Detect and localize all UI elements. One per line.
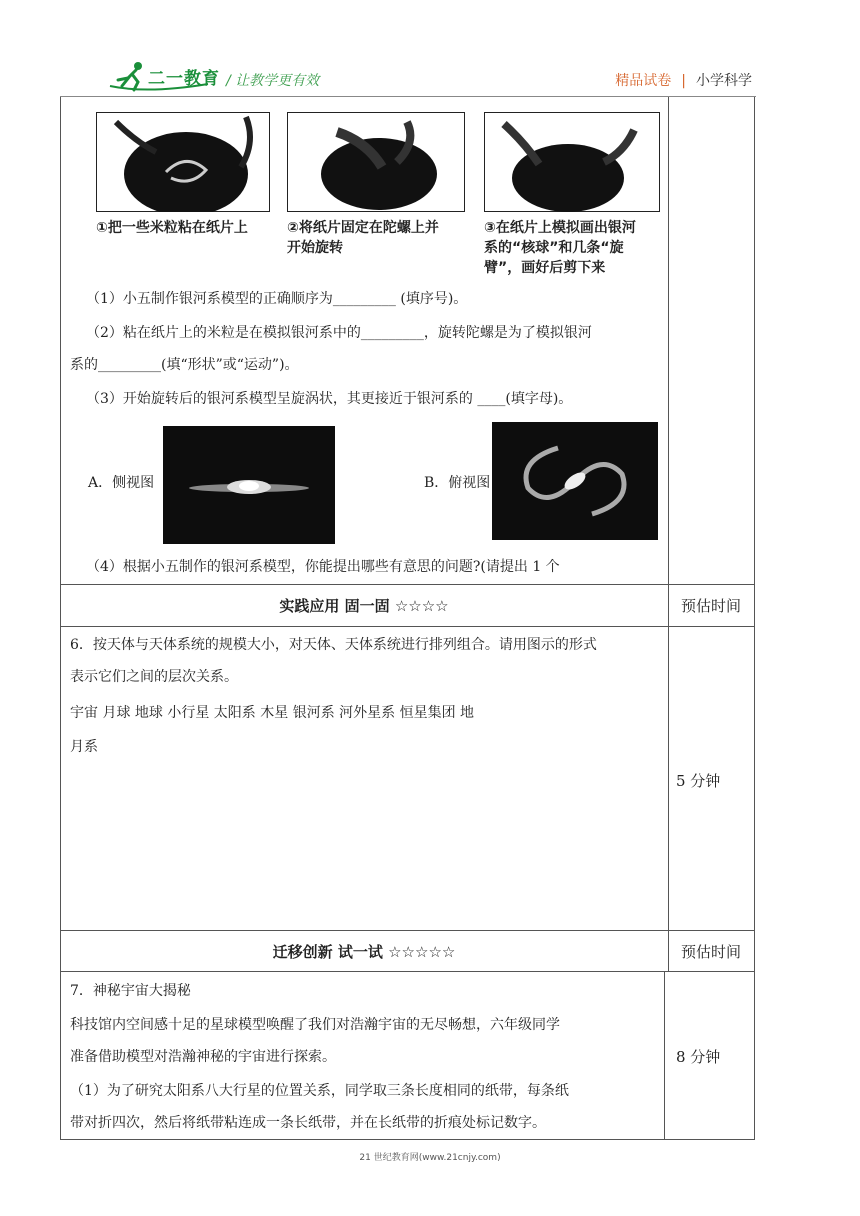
logo-text: 二一教育 bbox=[148, 69, 220, 89]
row-divider bbox=[60, 930, 755, 931]
row-divider bbox=[60, 971, 755, 972]
header-tag: 精品试卷 bbox=[615, 73, 672, 89]
table-right-border bbox=[754, 97, 755, 1140]
q7-line3: 准备借助模型对浩瀚神秘的宇宙进行探索。 bbox=[70, 1049, 336, 1065]
estimated-time-header: 预估时间 bbox=[680, 943, 741, 961]
step1-photo bbox=[96, 112, 270, 212]
caption-line: 臂”，画好后剪下来 bbox=[484, 260, 606, 276]
option-b-label: B．俯视图 bbox=[424, 475, 491, 491]
q7-title: 7．神秘宇宙大揭秘 bbox=[70, 983, 191, 999]
step3-photo bbox=[484, 112, 660, 212]
header-subject: 小学科学 bbox=[696, 73, 752, 89]
galaxy-top-view-image bbox=[492, 422, 658, 540]
section-title-innovation: 迁移创新 试一试 ☆☆☆☆☆ bbox=[272, 943, 456, 961]
option-a-label: A．侧视图 bbox=[88, 475, 155, 491]
caption-line: 系的“核球”和几条“旋 bbox=[484, 240, 624, 256]
q6-terms-cont: 月系 bbox=[70, 739, 98, 755]
estimated-time-header: 预估时间 bbox=[680, 597, 741, 615]
q5-part4: （4）根据小五制作的银河系模型，你能提出哪些有意思的问题?(请提出 1 个 bbox=[86, 559, 560, 575]
q6-time: 5 分钟 bbox=[676, 772, 721, 790]
q5-part1: （1）小五制作银河系模型的正确顺序为_________ (填序号)。 bbox=[86, 291, 468, 307]
q6-line1: 6．按天体与天体系统的规模大小，对天体、天体系统进行排列组合。请用图示的形式 bbox=[70, 637, 597, 653]
row-divider bbox=[60, 626, 755, 627]
step2-caption bbox=[287, 218, 439, 258]
q5-part3: （3）开始旋转后的银河系模型呈旋涡状，其更接近于银河系的 ____(填字母)。 bbox=[86, 391, 573, 407]
caption-line: ③在纸片上模拟画出银河 bbox=[484, 220, 636, 236]
q7-time: 8 分钟 bbox=[676, 1048, 721, 1066]
q7-line2: 科技馆内空间感十足的星球模型唤醒了我们对浩瀚宇宙的无尽畅想，六年级同学 bbox=[70, 1017, 560, 1033]
step3-caption bbox=[484, 218, 636, 278]
q7-line5: 带对折四次，然后将纸带粘连成一条长纸带，并在长纸带的折痕处标记数字。 bbox=[70, 1115, 546, 1131]
q6-line2: 表示它们之间的层次关系。 bbox=[70, 669, 238, 685]
section-title-practice: 实践应用 固一固 ☆☆☆☆ bbox=[279, 597, 449, 615]
table-bottom-border bbox=[60, 1139, 755, 1140]
slogan: / 让教学更有效 bbox=[226, 73, 320, 89]
step2-photo bbox=[287, 112, 465, 212]
table-left-border bbox=[60, 97, 61, 1140]
footer-text: 21 世纪教育网(www.21cnjy.com) bbox=[359, 1153, 501, 1163]
caption-line: 开始旋转 bbox=[287, 240, 343, 256]
step1-caption bbox=[96, 218, 248, 238]
q6-terms: 宇宙 月球 地球 小行星 太阳系 木星 银河系 河外星系 恒星集团 地 bbox=[70, 705, 475, 721]
header-divider: | bbox=[681, 73, 686, 89]
caption-line: ②将纸片固定在陀螺上并 bbox=[287, 220, 439, 236]
table-inner-divider bbox=[668, 97, 669, 971]
q5-part2-line1: （2）粘在纸片上的米粒是在模拟银河系中的_________，旋转陀螺是为了模拟银河 bbox=[86, 325, 592, 341]
caption-line: ①把一些米粒粘在纸片上 bbox=[96, 220, 248, 236]
row-divider bbox=[60, 584, 755, 585]
q5-part2-line2: 系的_________(填“形状”或“运动”)。 bbox=[70, 357, 299, 373]
header-rule bbox=[60, 96, 756, 97]
q7-line4: （1）为了研究太阳系八大行星的位置关系，同学取三条长度相同的纸带，每条纸 bbox=[70, 1083, 569, 1099]
galaxy-side-view-image bbox=[163, 426, 335, 544]
header-right bbox=[615, 70, 752, 90]
table-inner-divider-2 bbox=[664, 971, 665, 1140]
